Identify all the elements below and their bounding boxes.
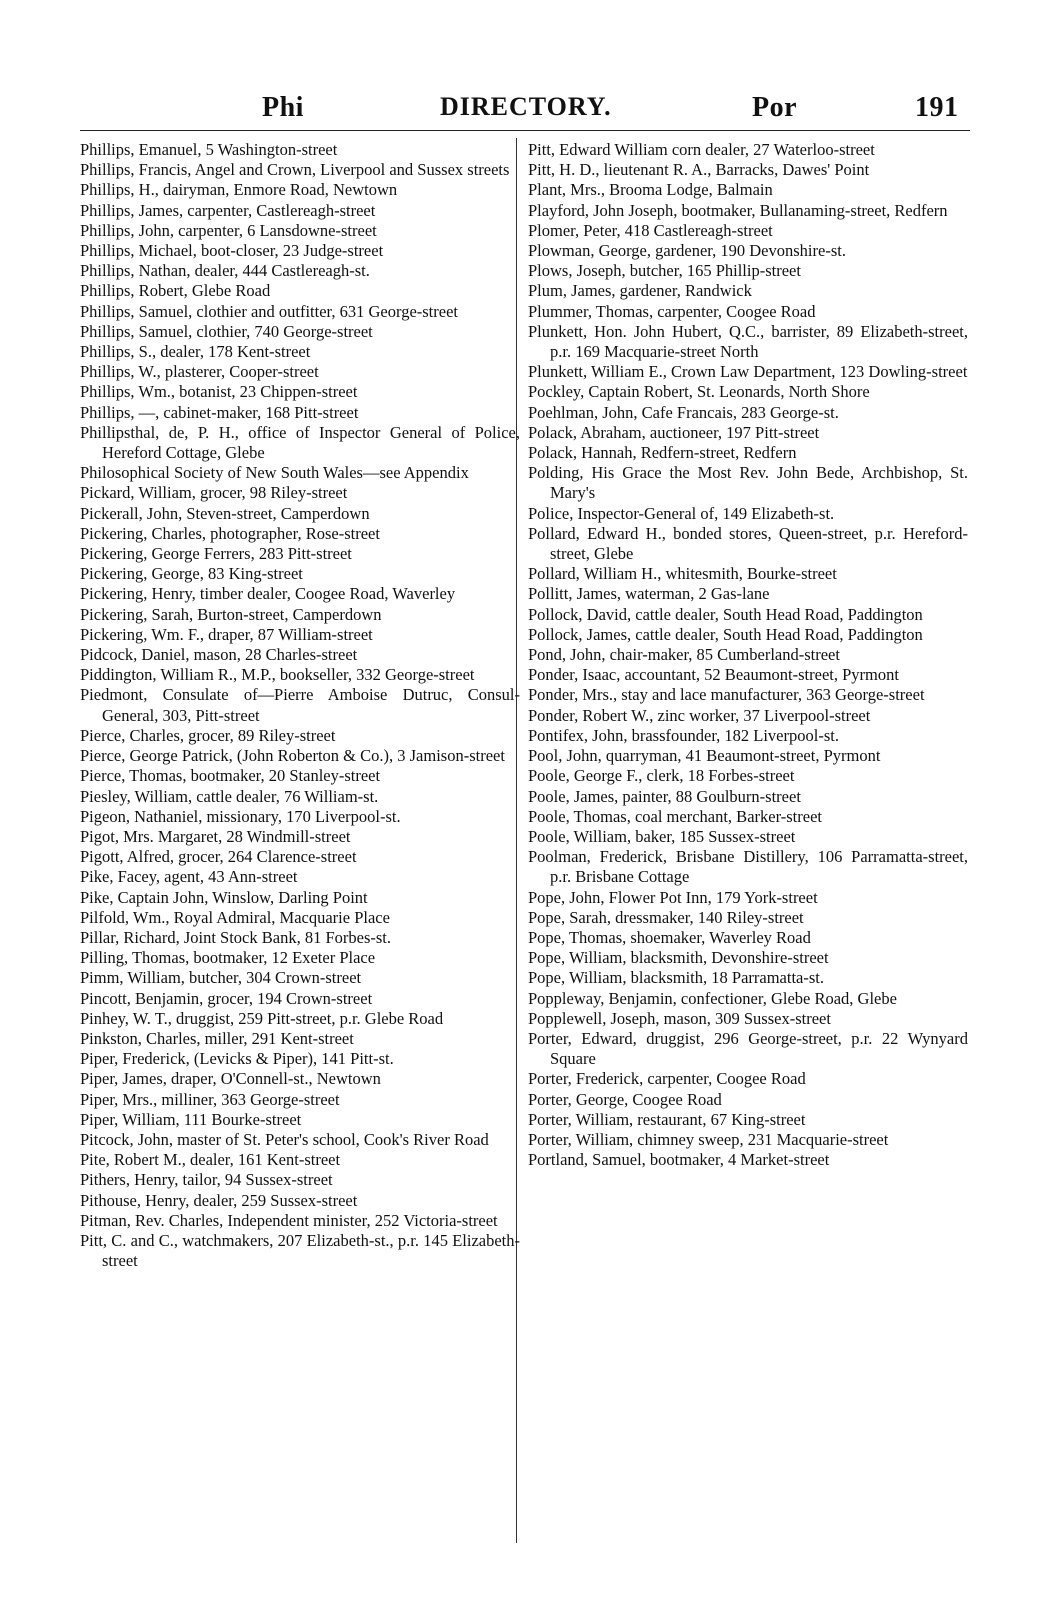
directory-entry: Pickering, Henry, timber dealer, Coogee Road, Waverley: [80, 584, 456, 604]
directory-entry: Piddington, William R., M.P., bookseller, 332 George-street: [80, 665, 475, 685]
directory-entry: Plummer, Thomas, carpenter, Coogee Road: [528, 301, 816, 321]
directory-entry: Phillips, Robert, Glebe Road: [80, 281, 271, 301]
directory-entry: Phillips, Samuel, clothier, 740 George-street: [80, 321, 373, 341]
directory-entry: Phillips, Nathan, dealer, 444 Castlereagh-st.: [80, 261, 370, 281]
directory-entry: Phillips, S., dealer, 178 Kent-street: [80, 342, 311, 362]
directory-entry: Piedmont, Consulate of—Pierre Amboise Dutruc, Consul-General, 303, Pitt-street: [80, 685, 520, 725]
page-header: [0, 92, 1050, 132]
directory-entry: Pitt, H. D., lieutenant R. A., Barracks, Dawes' Point: [528, 160, 870, 180]
page-number: 191: [915, 92, 959, 123]
directory-entry: Pollock, David, cattle dealer, South Head Road, Paddington: [528, 604, 923, 624]
directory-entry: Phillips, John, carpenter, 6 Lansdowne-street: [80, 220, 377, 240]
directory-entry: Ponder, Robert W., zinc worker, 37 Liverpool-street: [528, 705, 871, 725]
directory-entry: Phillips, Francis, Angel and Crown, Liverpool and Sussex streets: [80, 160, 510, 180]
directory-entry: Pope, John, Flower Pot Inn, 179 York-street: [528, 887, 818, 907]
directory-entry: Poole, William, baker, 185 Sussex-street: [528, 826, 796, 846]
directory-entry: Pickering, Wm. F., draper, 87 William-street: [80, 624, 373, 644]
directory-entry: Plowman, George, gardener, 190 Devonshire-st.: [528, 241, 846, 261]
directory-entry: Pickard, William, grocer, 98 Riley-street: [80, 483, 348, 503]
directory-entry: Phillips, James, carpenter, Castlereagh-street: [80, 200, 376, 220]
directory-entry: Philosophical Society of New South Wales—see Appendix: [80, 463, 469, 483]
right-column: [528, 140, 968, 1170]
directory-entry: Playford, John Joseph, bootmaker, Bullanaming-street, Redfern: [528, 200, 948, 220]
directory-entry: Pike, Facey, agent, 43 Ann-street: [80, 867, 298, 887]
directory-entry: Plunkett, William E., Crown Law Department, 123 Dowling-street: [528, 362, 968, 382]
directory-entry: Pollard, William H., whitesmith, Bourke-street: [528, 564, 837, 584]
directory-entry: Pollock, James, cattle dealer, South Head Road, Paddington: [528, 624, 923, 644]
directory-entry: Pitman, Rev. Charles, Independent minister, 252 Victoria-street: [80, 1210, 498, 1230]
directory-entry: Pite, Robert M., dealer, 161 Kent-street: [80, 1150, 341, 1170]
directory-entry: Pigot, Mrs. Margaret, 28 Windmill-street: [80, 826, 351, 846]
directory-entry: Polding, His Grace the Most Rev. John Bede, Archbishop, St. Mary's: [528, 463, 968, 503]
directory-entry: Phillips, Wm., botanist, 23 Chippen-street: [80, 382, 358, 402]
directory-entry: Plunkett, Hon. John Hubert, Q.C., barrister, 89 Elizabeth-street, p.r. 169 Macquarie-street North: [528, 321, 968, 362]
directory-entry: Pigott, Alfred, grocer, 264 Clarence-street: [80, 847, 357, 867]
directory-entry: Piper, William, 111 Bourke-street: [80, 1109, 302, 1129]
directory-entry: Pope, William, blacksmith, 18 Parramatta-st.: [528, 968, 824, 988]
directory-entry: Plant, Mrs., Brooma Lodge, Balmain: [528, 180, 773, 200]
directory-entry: Piper, Frederick, (Levicks & Piper), 141 Pitt-st.: [80, 1049, 394, 1069]
directory-entry: Plows, Joseph, butcher, 165 Phillip-street: [528, 261, 801, 281]
left-column: [80, 140, 520, 1271]
directory-entry: Phillips, Michael, boot-closer, 23 Judge-street: [80, 241, 384, 261]
directory-entry: Piper, Mrs., milliner, 363 George-street: [80, 1089, 340, 1109]
directory-entry: Piper, James, draper, O'Connell-st., Newtown: [80, 1069, 381, 1089]
directory-entry: Pickering, Charles, photographer, Rose-street: [80, 523, 380, 543]
directory-entry: Pickering, George Ferrers, 283 Pitt-street: [80, 544, 352, 564]
directory-entry: Pollard, Edward H., bonded stores, Queen-street, p.r. Hereford-street, Glebe: [528, 523, 968, 564]
directory-entry: Porter, William, chimney sweep, 231 Macquarie-street: [528, 1129, 889, 1149]
directory-entry: Pike, Captain John, Winslow, Darling Point: [80, 887, 368, 907]
guide-word-left: Phi: [262, 92, 304, 123]
directory-entry: Pithers, Henry, tailor, 94 Sussex-street: [80, 1170, 333, 1190]
directory-entry: Plum, James, gardener, Randwick: [528, 281, 752, 301]
directory-entry: Pithouse, Henry, dealer, 259 Sussex-street: [80, 1190, 358, 1210]
directory-entry: Polack, Hannah, Redfern-street, Redfern: [528, 443, 797, 463]
directory-entry: Porter, Edward, druggist, 296 George-street, p.r. 22 Wynyard Square: [528, 1028, 968, 1069]
directory-entry: Phillipsthal, de, P. H., office of Inspector General of Police, Hereford Cottage, Glebe: [80, 422, 520, 463]
directory-entry: Pollitt, James, waterman, 2 Gas-lane: [528, 584, 770, 604]
directory-entry: Phillips, H., dairyman, Enmore Road, Newtown: [80, 180, 398, 200]
directory-entry: Pitt, Edward William corn dealer, 27 Waterloo-street: [528, 140, 875, 159]
directory-entry: Pidcock, Daniel, mason, 28 Charles-street: [80, 645, 358, 665]
directory-entry: Poehlman, John, Cafe Francais, 283 George-st.: [528, 402, 839, 422]
directory-entry: Pickerall, John, Steven-street, Camperdown: [80, 503, 370, 523]
guide-word-right: Por: [752, 92, 798, 123]
directory-entry: Pierce, Thomas, bootmaker, 20 Stanley-street: [80, 766, 381, 786]
directory-entry: Plomer, Peter, 418 Castlereagh-street: [528, 220, 773, 240]
directory-entry: Portland, Samuel, bootmaker, 4 Market-street: [528, 1150, 830, 1170]
directory-entry: Poolman, Frederick, Brisbane Distillery, 106 Parramatta-street, p.r. Brisbane Cottage: [528, 847, 968, 887]
directory-entry: Pope, William, blacksmith, Devonshire-street: [528, 948, 829, 968]
directory-entry: Ponder, Mrs., stay and lace manufacturer, 363 George-street: [528, 685, 925, 705]
directory-entry: Porter, Frederick, carpenter, Coogee Road: [528, 1069, 806, 1089]
directory-entry: Pickering, George, 83 King-street: [80, 564, 303, 584]
directory-entry: Pigeon, Nathaniel, missionary, 170 Liverpool-st.: [80, 806, 401, 826]
directory-entry: Poppleway, Benjamin, confectioner, Glebe Road, Glebe: [528, 988, 897, 1008]
directory-entry: Popplewell, Joseph, mason, 309 Sussex-street: [528, 1008, 831, 1028]
directory-entry: Pope, Sarah, dressmaker, 140 Riley-street: [528, 907, 804, 927]
directory-entry: Porter, William, restaurant, 67 King-street: [528, 1109, 806, 1129]
directory-entry: Pierce, George Patrick, (John Roberton & Co.), 3 Jamison-street: [80, 746, 505, 766]
directory-entry: Pimm, William, butcher, 304 Crown-street: [80, 968, 362, 988]
directory-entry: Pincott, Benjamin, grocer, 194 Crown-street: [80, 988, 373, 1008]
directory-entry: Pinhey, W. T., druggist, 259 Pitt-street, p.r. Glebe Road: [80, 1008, 444, 1028]
directory-entry: Pitt, C. and C., watchmakers, 207 Elizabeth-st., p.r. 145 Elizabeth-street: [80, 1230, 520, 1271]
directory-entry: Pond, John, chair-maker, 85 Cumberland-street: [528, 645, 840, 665]
directory-entry: Poole, George F., clerk, 18 Forbes-street: [528, 766, 795, 786]
directory-entry: Polack, Abraham, auctioneer, 197 Pitt-street: [528, 422, 820, 442]
directory-entry: Pockley, Captain Robert, St. Leonards, North Shore: [528, 382, 870, 402]
directory-entry: Pickering, Sarah, Burton-street, Camperdown: [80, 604, 382, 624]
directory-entry: Pillar, Richard, Joint Stock Bank, 81 Forbes-st.: [80, 927, 391, 947]
directory-entry: Ponder, Isaac, accountant, 52 Beaumont-street, Pyrmont: [528, 665, 899, 685]
directory-entry: Poole, James, painter, 88 Goulburn-street: [528, 786, 801, 806]
directory-entry: Police, Inspector-General of, 149 Elizabeth-st.: [528, 503, 835, 523]
directory-entry: Porter, George, Coogee Road: [528, 1089, 722, 1109]
header-rule: [80, 130, 970, 131]
page-title: DIRECTORY.: [440, 92, 612, 121]
directory-entry: Phillips, —, cabinet-maker, 168 Pitt-street: [80, 402, 359, 422]
directory-entry: Pilling, Thomas, bootmaker, 12 Exeter Place: [80, 948, 376, 968]
directory-entry: Piesley, William, cattle dealer, 76 William-st.: [80, 786, 379, 806]
directory-entry: Phillips, Samuel, clothier and outfitter, 631 George-street: [80, 301, 458, 321]
directory-entry: Pitcock, John, master of St. Peter's school, Cook's River Road: [80, 1129, 489, 1149]
directory-entry: Pierce, Charles, grocer, 89 Riley-street: [80, 725, 336, 745]
directory-entry: Pinkston, Charles, miller, 291 Kent-street: [80, 1028, 354, 1048]
directory-entry: Poole, Thomas, coal merchant, Barker-street: [528, 806, 822, 826]
directory-entry: Pool, John, quarryman, 41 Beaumont-street, Pyrmont: [528, 746, 881, 766]
directory-entry: Pilfold, Wm., Royal Admiral, Macquarie Place: [80, 907, 390, 927]
directory-entry: Pope, Thomas, shoemaker, Waverley Road: [528, 927, 811, 947]
directory-entry: Pontifex, John, brassfounder, 182 Liverpool-st.: [528, 725, 839, 745]
directory-entry: Phillips, W., plasterer, Cooper-street: [80, 362, 319, 382]
directory-entry: Phillips, Emanuel, 5 Washington-street: [80, 140, 338, 159]
